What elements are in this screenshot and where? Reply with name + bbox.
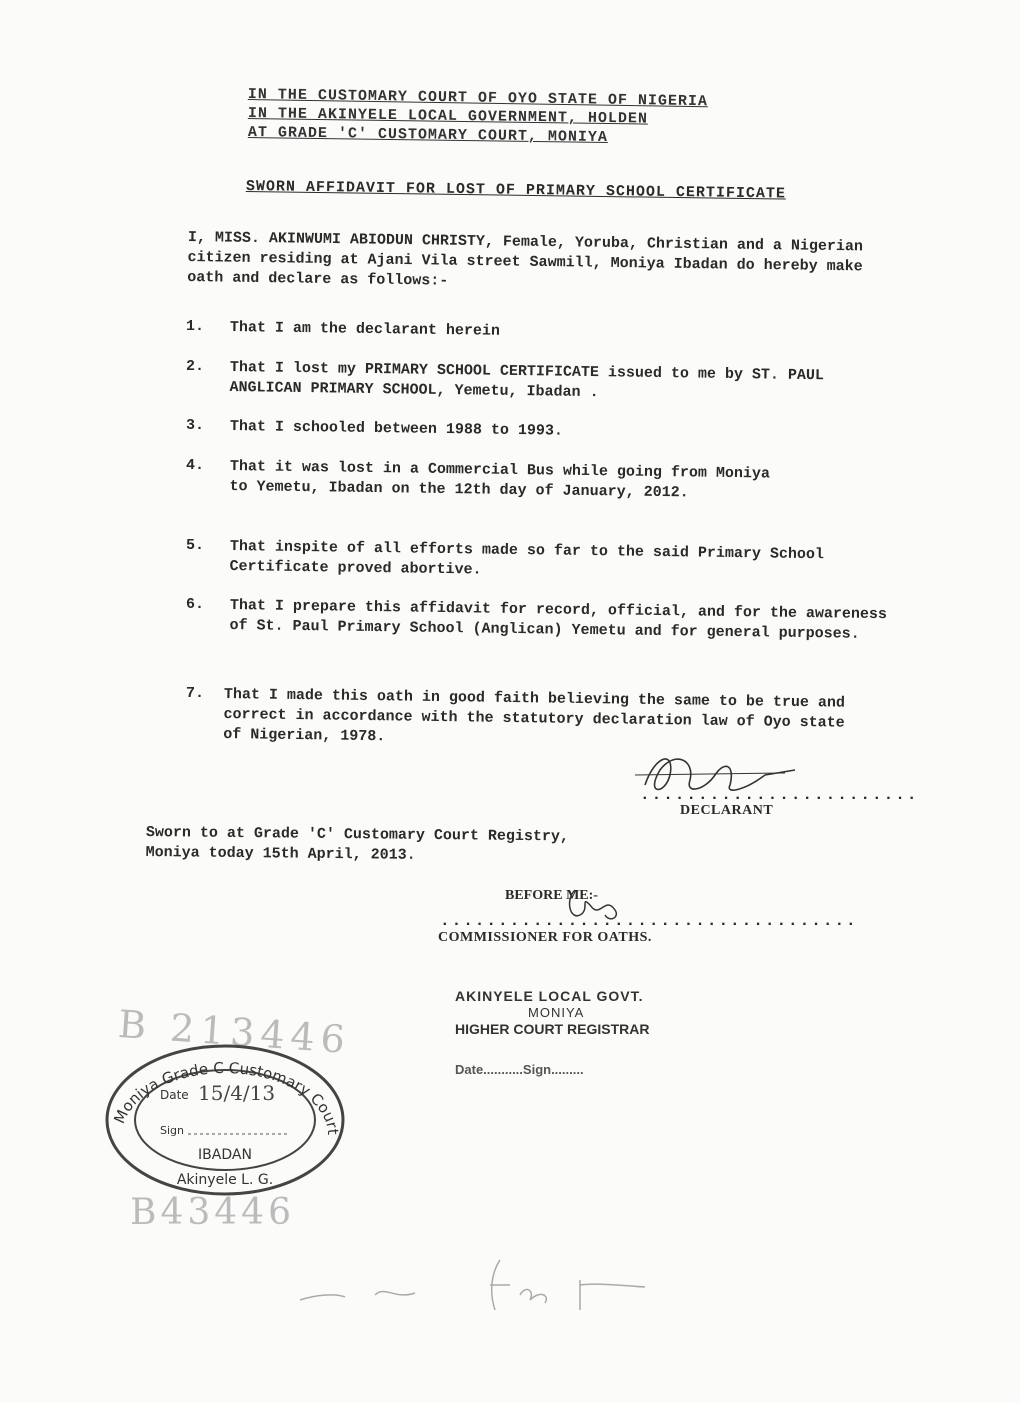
court-stamp-date-label: Date	[160, 1088, 189, 1102]
paragraph-number: 2.	[186, 358, 205, 375]
handwritten-number-top: B 213446	[116, 1001, 353, 1063]
registrar-stamp-line-3: HIGHER COURT REGISTRAR	[455, 1021, 650, 1037]
court-header-line-2: IN THE AKINYELE LOCAL GOVERNMENT, HOLDEN	[247, 105, 649, 128]
court-stamp	[100, 1040, 350, 1200]
paragraph-text: That I lost my PRIMARY SCHOOL CERTIFICATE issued to me by ST. PAUL ANGLICAN PRIMARY SCHOOL, Yemetu, Ibadan .	[229, 358, 825, 402]
paragraph-number: 1.	[186, 318, 205, 335]
court-stamp-sign-label: Sign	[160, 1124, 184, 1137]
paragraph-text: That I prepare this affidavit for record, official, and for the awareness of St. Paul Primary School (Anglican) Yemetu and for general purposes.	[229, 596, 888, 643]
paragraph-text: That I made this oath in good faith believing the same to be true and correct in accordance with the statutory declaration law of Oyo state of Nigerian, 1978.	[223, 685, 846, 746]
sworn-statement: Sworn to at Grade 'C' Customary Court Registry, Moniya today 15th April, 2013.	[145, 823, 570, 864]
paragraph-text: That I schooled between 1988 to 1993.	[229, 417, 564, 440]
court-header-line-1: IN THE CUSTOMARY COURT OF OYO STATE OF NIGERIA	[247, 86, 709, 111]
commissioner-dotted-line: ....................................	[440, 912, 858, 930]
court-stamp-lg: Akinyele L. G.	[176, 1172, 274, 1188]
paragraph-number: 3.	[186, 417, 205, 434]
declarant-dotted-line: ........................	[640, 786, 919, 804]
paragraph-text: That I am the declarant herein	[229, 318, 501, 340]
court-stamp-date-value: 15/4/13	[198, 1081, 276, 1105]
court-header-line-3: AT GRADE 'C' CUSTOMARY COURT, MONIYA	[247, 124, 609, 147]
paragraph-text: That inspite of all efforts made so far to the said Primary School Certificate proved abortive.	[229, 537, 825, 579]
before-me-label: BEFORE ME:-	[505, 888, 598, 903]
commissioner-label: COMMISSIONER FOR OATHS.	[438, 930, 652, 945]
registrar-stamp-date-sign: Date...........Sign.........	[455, 1062, 584, 1077]
declarant-label: DECLARANT	[680, 803, 774, 818]
bottom-scribble	[295, 1255, 665, 1315]
paragraph-number: 7.	[186, 685, 205, 702]
registrar-stamp-line-1: AKINYELE LOCAL GOVT.	[455, 988, 644, 1004]
paragraph-number: 5.	[186, 537, 205, 554]
document-title: SWORN AFFIDAVIT FOR LOST OF PRIMARY SCHOOL CERTIFICATE	[245, 178, 787, 203]
intro-paragraph: I, MISS. AKINWUMI ABIODUN CHRISTY, Female, Yoruba, Christian and a Nigerian citizen residing at Ajani Vila street Sawmill, Moniya Ibadan do hereby make oath and declare as follows:-	[187, 228, 864, 290]
registrar-stamp-line-2: MONIYA	[528, 1005, 585, 1020]
handwritten-number-bottom: B43446	[130, 1192, 295, 1233]
paragraph-number: 4.	[186, 457, 205, 474]
paragraph-text: That it was lost in a Commercial Bus while going from Moniya to Yemetu, Ibadan on the 12th day of January, 2012.	[229, 457, 771, 502]
court-stamp-city: IBADAN	[198, 1147, 252, 1163]
paragraph-number: 6.	[186, 596, 205, 613]
court-stamp-ring-text: Moniya Grade C Customary Court	[110, 1058, 343, 1136]
